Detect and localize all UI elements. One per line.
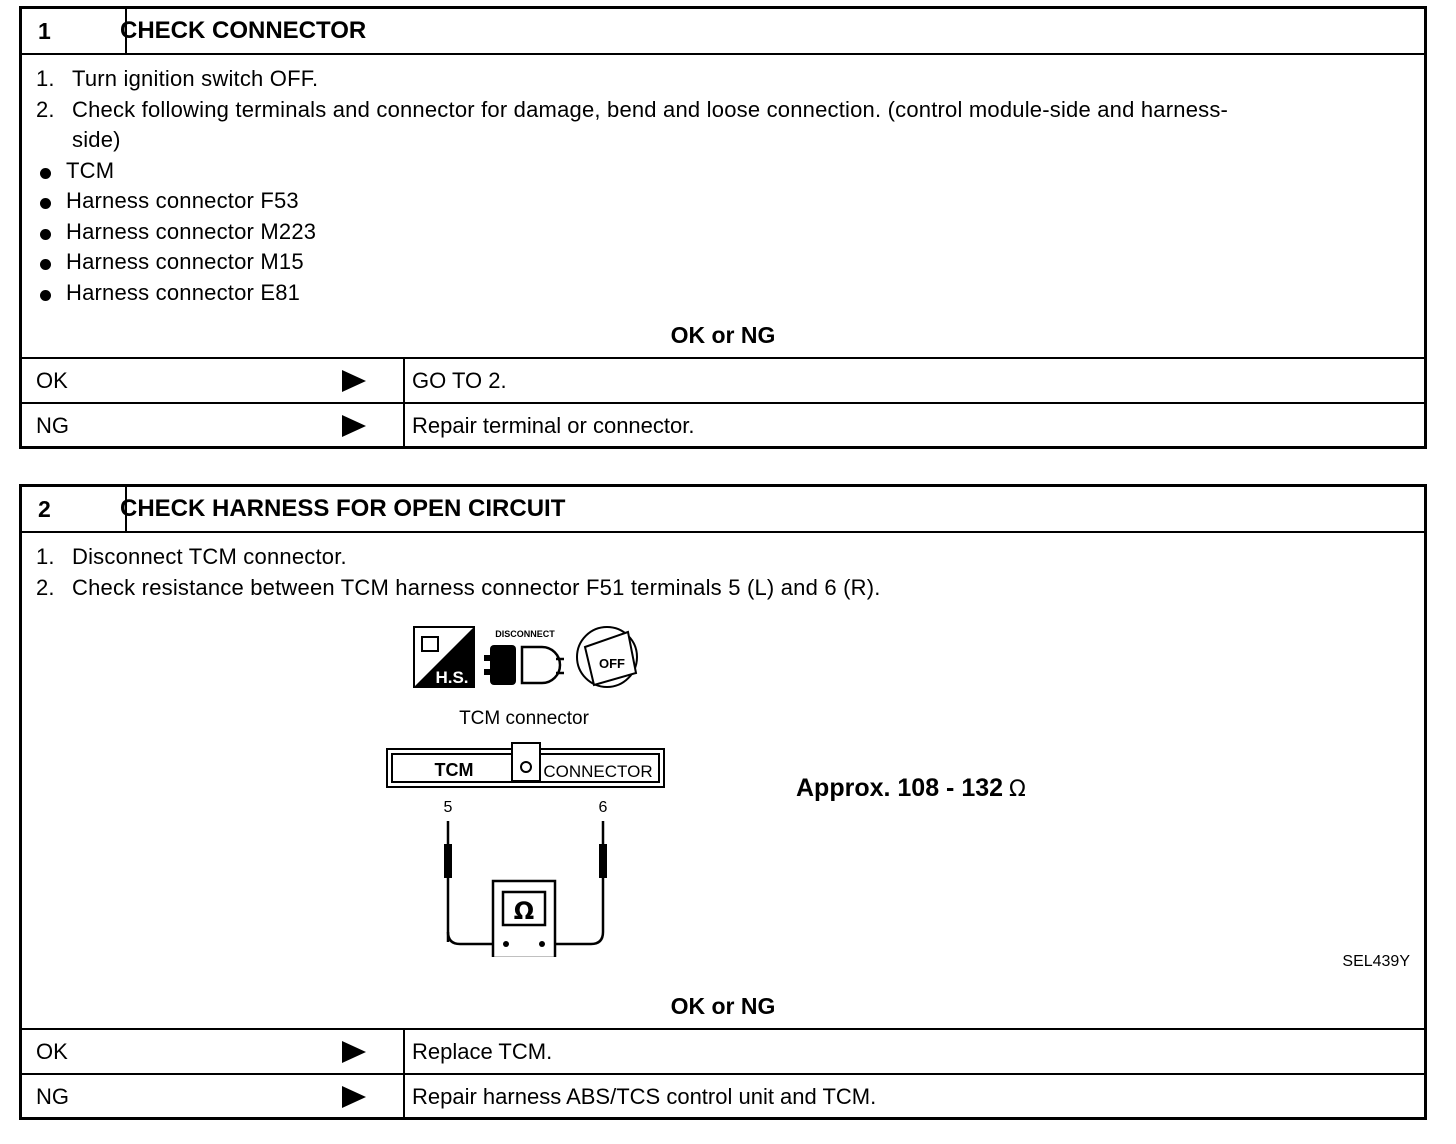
resistance-check-diagram [22,487,1424,957]
svg-text:DISCONNECT: DISCONNECT [495,629,555,639]
outcome-label: NG [36,413,69,438]
step-1-instructions [36,64,1228,308]
connector-caption: TCM connector [459,708,589,729]
svg-text:TCM: TCM [434,760,474,780]
outcome-action: GO TO 2. [412,368,507,393]
figure-id: SEL439Y [1342,953,1410,970]
bullet-icon [40,229,51,240]
svg-text:CONNECTOR: CONNECTOR [543,762,653,781]
tcm-connector [387,743,664,787]
outcome-action: Replace TCM. [412,1039,553,1064]
step-2-panel [19,484,1427,1120]
instruction-line: 1. Turn ignition switch OFF. [36,66,319,91]
bullet-item: TCM [36,156,1228,187]
bullet-item: Harness connector M15 [36,247,1228,278]
outcome-label: OK [36,368,68,393]
bullet-item: Harness connector M223 [36,217,1228,248]
step-number: 2 [22,487,127,531]
step-number: 1 [22,9,127,53]
bullet-item: Harness connector E81 [36,278,1228,309]
ok-or-ng-label: OK or NG [670,993,776,1019]
bullet-icon [40,198,51,209]
svg-text:Ω: Ω [513,897,535,925]
bullet-icon [40,290,51,301]
terminal-6-label: 6 [598,799,608,816]
bullet-item: Harness connector F53 [36,186,1228,217]
outcome-row-ng [22,402,1424,447]
outcome-row-ng [22,1073,1424,1118]
ok-or-ng-label: OK or NG [670,322,776,348]
step-1-panel [19,6,1427,449]
outcome-label: OK [36,1039,68,1064]
step-title: CHECK CONNECTOR [120,17,367,44]
outcome-row-ok [22,1028,1424,1073]
svg-text:H.S.: H.S. [435,668,469,687]
ohmmeter-icon [493,881,555,957]
step-title: CHECK HARNESS FOR OPEN CIRCUIT [120,495,566,522]
ignition-off-icon [577,627,637,687]
bullet-icon [40,168,51,179]
outcome-action: Repair harness ABS/TCS control unit and TCM. [412,1084,877,1109]
instruction-line: side) [72,127,121,152]
arrow-right-icon [342,1041,366,1063]
step-1-header [22,9,1424,55]
terminal-5-label: 5 [443,799,453,816]
hs-icon [414,627,474,687]
arrow-right-icon [342,1086,366,1108]
bullet-icon [40,259,51,270]
arrow-right-icon [342,415,366,437]
instruction-line: 2. Check following terminals and connector for damage, bend and loose connection. (control module-side and harness- [36,96,1229,122]
svg-text:OFF: OFF [599,656,625,671]
resistance-spec: Approx. 108 - 132 Ω [796,774,1026,802]
outcome-action: Repair terminal or connector. [412,413,695,438]
outcome-label: NG [36,1084,69,1109]
outcome-row-ok [22,357,1424,402]
instruction-line: 1. Disconnect TCM connector. [36,544,347,569]
instruction-line: 2. Check resistance between TCM harness connector F51 terminals 5 (L) and 6 (R). [36,574,881,600]
arrow-right-icon [342,370,366,392]
disconnect-icon [484,629,564,685]
